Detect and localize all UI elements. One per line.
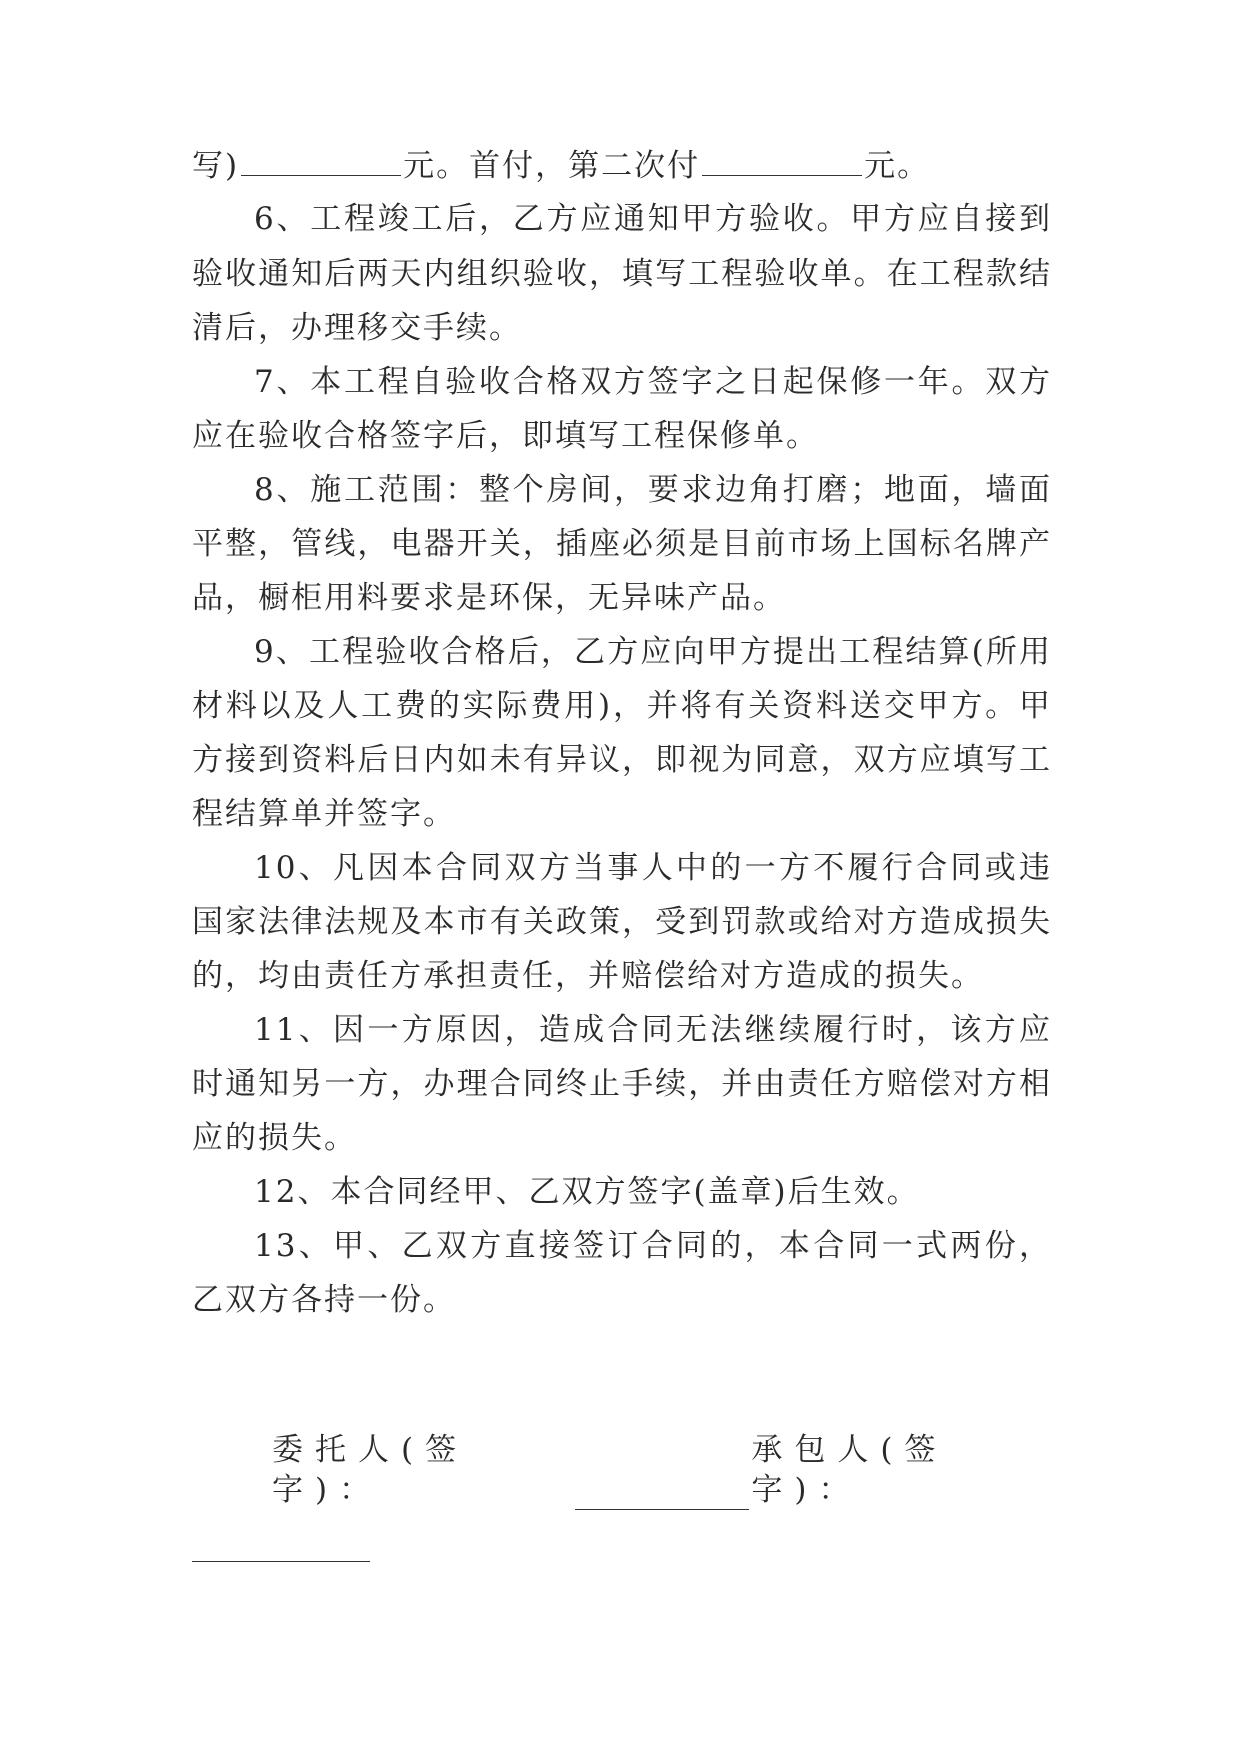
payment-line-middle: 元。首付，第二次付	[403, 148, 701, 184]
clause-11-line-1: 11、因一方原因，造成合同无法继续履行时，该方应	[254, 1012, 1052, 1048]
clause-9-line-3: 方接到资料后日内如未有异议，即视为同意，双方应填写工	[192, 742, 1052, 778]
clause-8-line-2: 平整，管线，电器开关，插座必须是目前市场上国标名牌产	[192, 526, 1052, 562]
amount-blank-1[interactable]	[241, 145, 401, 176]
clause-10-line-3: 的，均由责任方承担责任，并赔偿给对方造成的损失。	[192, 958, 984, 994]
payment-line	[192, 145, 1052, 185]
amount-blank-2[interactable]	[702, 145, 862, 176]
client-signature-label: 委托人(签字)：	[272, 1432, 469, 1508]
clause-9-line-2: 材料以及人工费的实际费用)，并将有关资料送交甲方。甲	[192, 688, 1052, 724]
clause-13-line-2: 乙双方各持一份。	[192, 1282, 456, 1318]
client-signature-field[interactable]	[575, 1479, 750, 1510]
contractor-signature-field[interactable]	[192, 1560, 370, 1562]
clause-11-line-2: 时通知另一方，办理合同终止手续，并由责任方赔偿对方相	[192, 1066, 1052, 1102]
clause-9-line-4: 程结算单并签字。	[192, 796, 456, 832]
clause-7-line-1: 7、本工程自验收合格双方签字之日起保修一年。双方	[254, 364, 1052, 400]
clause-10-line-1: 10、凡因本合同双方当事人中的一方不履行合同或违	[254, 850, 1052, 886]
clause-6-line-2: 验收通知后两天内组织验收，填写工程验收单。在工程款结	[192, 256, 1052, 292]
clause-8-line-3: 品，橱柜用料要求是环保，无异味产品。	[192, 580, 786, 616]
clause-10-line-2: 国家法律法规及本市有关政策，受到罚款或给对方造成损失	[192, 904, 1052, 940]
payment-line-start: 写)	[192, 148, 240, 184]
clause-6-line-3: 清后，办理移交手续。	[192, 310, 522, 346]
signature-row	[272, 1432, 1052, 1510]
clause-8-line-1: 8、施工范围：整个房间，要求边角打磨；地面，墙面	[254, 472, 1052, 508]
clause-12-line-1: 12、本合同经甲、乙双方签字(盖章)后生效。	[254, 1174, 920, 1210]
clause-11-line-3: 应的损失。	[192, 1120, 357, 1156]
contractor-signature-label: 承包人(签字)：	[751, 1432, 948, 1508]
clause-6-line-1: 6、工程竣工后，乙方应通知甲方验收。甲方应自接到	[254, 201, 1052, 237]
clause-7-line-2: 应在验收合格签字后，即填写工程保修单。	[192, 418, 819, 454]
clause-13-line-1: 13、甲、乙双方直接签订合同的，本合同一式两份，	[254, 1228, 1052, 1264]
clause-9-line-1: 9、工程验收合格后，乙方应向甲方提出工程结算(所用	[254, 634, 1052, 670]
payment-line-end: 元。	[864, 148, 931, 184]
